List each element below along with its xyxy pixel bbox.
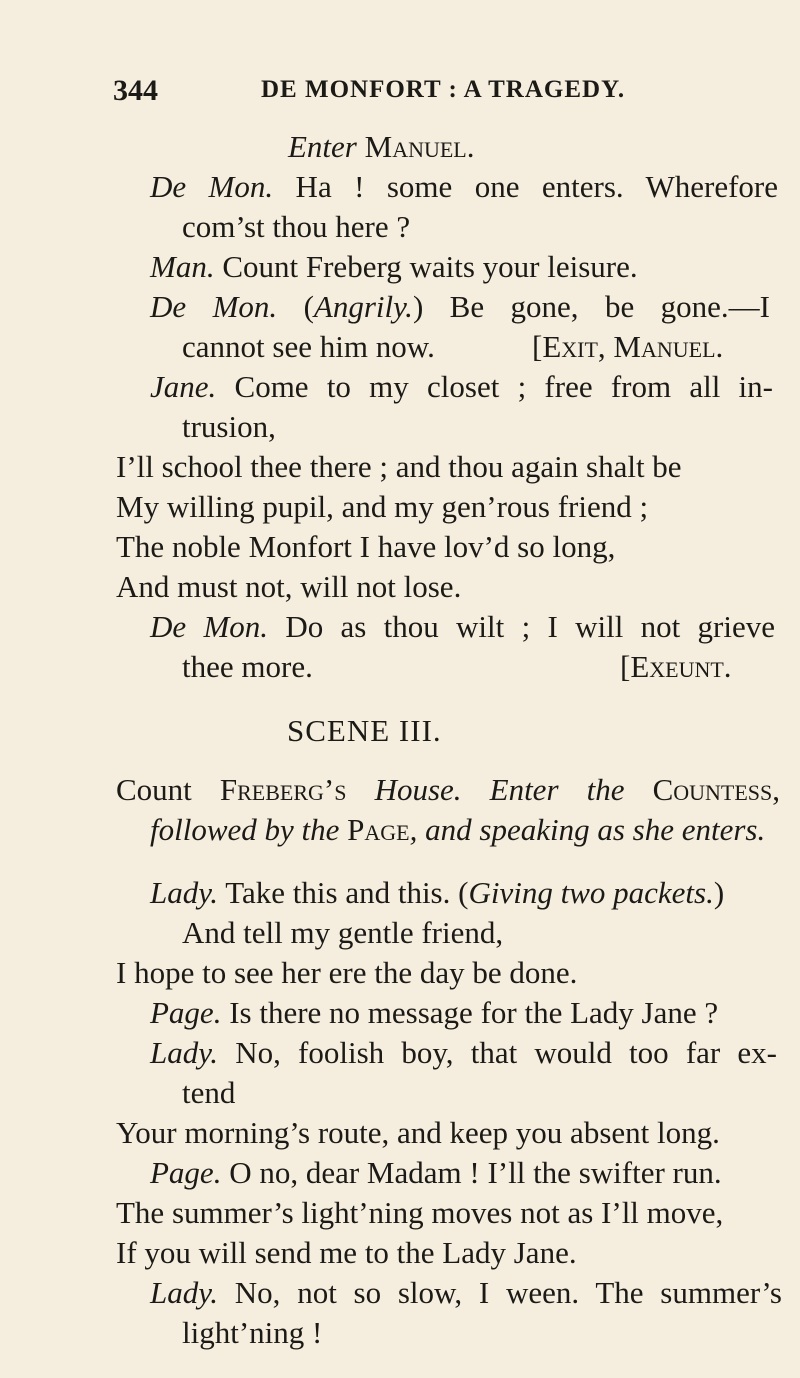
verse-line: And tell my gentle friend, (182, 915, 504, 950)
stage-direction: followed by the Page, and speaking as she enters. (150, 812, 766, 847)
speaker-name: Page. (150, 1155, 222, 1190)
text-line: cannot see him now. (182, 329, 435, 364)
speaker-name: De Mon. (150, 609, 269, 644)
running-title: DE MONFORT : A TRAGEDY. (261, 76, 626, 103)
dialogue-line: De Mon. Ha ! some one enters. Wherefore (150, 169, 778, 204)
text-line: tend (182, 1075, 236, 1110)
verse-line: I’ll school thee there ; and thou again shalt be (116, 449, 682, 484)
stage-direction: Enter Manuel. (288, 129, 475, 164)
stage-direction: Count Freberg’s House. Enter the Countess, (116, 772, 781, 807)
speaker-name: Lady. (150, 1275, 219, 1310)
stage-direction: [Exit, Manuel. (532, 329, 724, 364)
dialogue-line: Lady. No, foolish boy, that would too far ex- (150, 1035, 777, 1070)
speaker-name: De Mon. (150, 289, 278, 324)
verse-line: I hope to see her ere the day be done. (116, 955, 578, 990)
dialogue-line: Page. O no, dear Madam ! I’ll the swifter run. (150, 1155, 722, 1190)
verse-line: Your morning’s route, and keep you absent long. (116, 1115, 720, 1150)
verse-line: The noble Monfort I have lov’d so long, (116, 529, 616, 564)
text-line: thee more. (182, 649, 313, 684)
verse-line: My willing pupil, and my gen’rous friend ; (116, 489, 649, 524)
verse-line: And must not, will not lose. (116, 569, 462, 604)
speaker-name: Lady. (150, 1035, 219, 1070)
page-header (113, 74, 773, 114)
dialogue-line: Lady. No, not so slow, I ween. The summer’s (150, 1275, 782, 1310)
dialogue-line: Man. Count Freberg waits your leisure. (150, 249, 638, 284)
dialogue-line: Page. Is there no message for the Lady Jane ? (150, 995, 719, 1030)
text-line: trusion, (182, 409, 276, 444)
speaker-name: Jane. (150, 369, 217, 404)
speaker-name: De Mon. (150, 169, 274, 204)
speaker-name: Man. (150, 249, 215, 284)
page-number: 344 (113, 74, 158, 107)
text-line: com’st thou here ? (182, 209, 411, 244)
text-line: light’ning ! (182, 1315, 323, 1350)
dialogue-line: De Mon. Do as thou wilt ; I will not grieve (150, 609, 775, 644)
dialogue-line: Jane. Come to my closet ; free from all in- (150, 369, 773, 404)
speaker-name: Page. (150, 995, 222, 1030)
scene-heading: SCENE III. (287, 713, 442, 748)
dialogue-line: De Mon. (Angrily.) Be gone, be gone.—I (150, 289, 770, 324)
verse-line: If you will send me to the Lady Jane. (116, 1235, 577, 1270)
verse-line: The summer’s light’ning moves not as I’ll move, (116, 1195, 724, 1230)
dialogue-line: Lady. Take this and this. (Giving two packets.) (150, 875, 725, 910)
speaker-name: Lady. (150, 875, 219, 910)
stage-direction: [Exeunt. (620, 649, 732, 684)
